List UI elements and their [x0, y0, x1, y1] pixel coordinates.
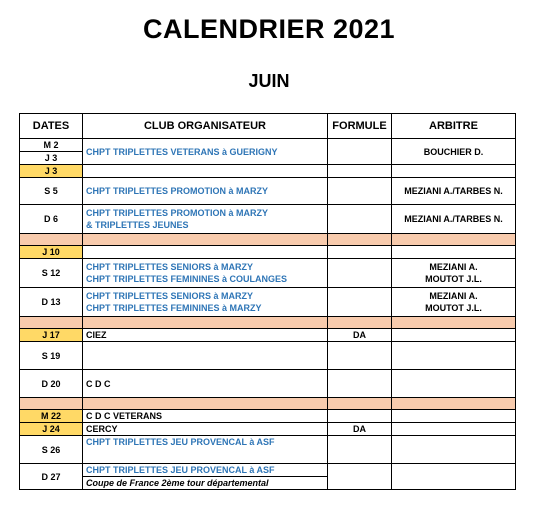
club-line: CHPT TRIPLETTES FEMININES à MARZY [86, 303, 262, 313]
header-arbitre: ARBITRE [392, 114, 516, 139]
club-cell: CERCY [83, 423, 328, 436]
date-cell: J 17 [20, 329, 83, 342]
arbitre-cell: MEZIANI A./TARBES N. [392, 178, 516, 205]
club-cell: C D C [83, 370, 328, 398]
date-cell: S 5 [20, 178, 83, 205]
date-cell: D 20 [20, 370, 83, 398]
table-row [20, 410, 516, 423]
club-line: & TRIPLETTES JEUNES [86, 220, 189, 230]
formule-cell [328, 410, 392, 423]
club-cell: CHPT TRIPLETTES VETERANS à GUERIGNY [83, 139, 328, 165]
club-cell: CHPT TRIPLETTES JEU PROVENCAL à ASF [83, 436, 328, 464]
date-cell: D 13 [20, 288, 83, 317]
formule-cell [328, 246, 392, 259]
arbitre-line: MEZIANI A. [429, 291, 478, 301]
arbitre-line: MEZIANI A. [429, 262, 478, 272]
club-cell: CIEZ [83, 329, 328, 342]
date-cell: J 10 [20, 246, 83, 259]
date-cell: M 2 [20, 139, 83, 152]
club-cell [83, 342, 328, 370]
separator-row [20, 234, 516, 246]
table-row [20, 246, 516, 259]
header-dates: DATES [20, 114, 83, 139]
calendar-table [19, 113, 516, 490]
table-row [20, 288, 516, 317]
arbitre-cell [392, 410, 516, 423]
formule-cell: DA [328, 423, 392, 436]
arbitre-line: MOUTOT J.L. [425, 303, 482, 313]
arbitre-cell [392, 436, 516, 464]
formule-cell [328, 259, 392, 288]
arbitre-cell [392, 370, 516, 398]
club-cell [83, 246, 328, 259]
arbitre-cell [392, 259, 516, 288]
month-title: JUIN [248, 71, 290, 91]
club-line: CHPT TRIPLETTES SENIORS à MARZY [86, 291, 254, 301]
formule-cell [328, 165, 392, 178]
page-title: CALENDRIER 2021 [142, 14, 396, 44]
formule-cell [328, 288, 392, 317]
header-club: CLUB ORGANISATEUR [83, 114, 328, 139]
date-cell: D 6 [20, 205, 83, 234]
formule-cell [328, 178, 392, 205]
table-row [20, 329, 516, 342]
table-row [20, 370, 516, 398]
club-cell [83, 288, 328, 317]
club-cell [83, 205, 328, 234]
date-cell: J 3 [20, 165, 83, 178]
table-row [20, 139, 516, 152]
arbitre-cell [392, 288, 516, 317]
table-row [20, 165, 516, 178]
arbitre-cell: BOUCHIER D. [392, 139, 516, 165]
club-cell: Coupe de France 2ème tour départemental [83, 477, 328, 490]
header-formule: FORMULE [328, 114, 392, 139]
formule-cell [328, 139, 392, 165]
separator-row [20, 317, 516, 329]
table-row [20, 205, 516, 234]
date-cell: J 24 [20, 423, 83, 436]
date-cell: M 22 [20, 410, 83, 423]
arbitre-cell [392, 423, 516, 436]
formule-cell [328, 436, 392, 464]
club-cell [83, 165, 328, 178]
date-cell: D 27 [20, 464, 83, 490]
table-row [20, 178, 516, 205]
club-cell: CHPT TRIPLETTES JEU PROVENCAL à ASF [83, 464, 328, 477]
formule-cell [328, 370, 392, 398]
club-cell [83, 259, 328, 288]
arbitre-cell [392, 165, 516, 178]
club-line: CHPT TRIPLETTES FEMININES à COULANGES [86, 274, 288, 284]
table-row [20, 423, 516, 436]
arbitre-cell: MEZIANI A./TARBES N. [392, 205, 516, 234]
separator-row [20, 398, 516, 410]
formule-cell [328, 464, 392, 490]
date-cell: S 19 [20, 342, 83, 370]
formule-cell [328, 342, 392, 370]
club-line: CHPT TRIPLETTES PROMOTION à MARZY [86, 208, 269, 218]
formule-cell [328, 205, 392, 234]
club-cell: CHPT TRIPLETTES PROMOTION à MARZY [83, 178, 328, 205]
arbitre-cell [392, 342, 516, 370]
club-line: CHPT TRIPLETTES SENIORS à MARZY [86, 262, 254, 272]
arbitre-cell [392, 464, 516, 490]
table-row [20, 342, 516, 370]
table-row [20, 464, 516, 477]
date-cell: J 3 [20, 152, 83, 165]
club-cell: C D C VETERANS [83, 410, 328, 423]
header-row [20, 114, 516, 139]
arbitre-cell [392, 246, 516, 259]
formule-cell: DA [328, 329, 392, 342]
table-row [20, 436, 516, 464]
arbitre-line: MOUTOT J.L. [425, 274, 482, 284]
date-cell: S 12 [20, 259, 83, 288]
date-cell: S 26 [20, 436, 83, 464]
table-row [20, 259, 516, 288]
arbitre-cell [392, 329, 516, 342]
